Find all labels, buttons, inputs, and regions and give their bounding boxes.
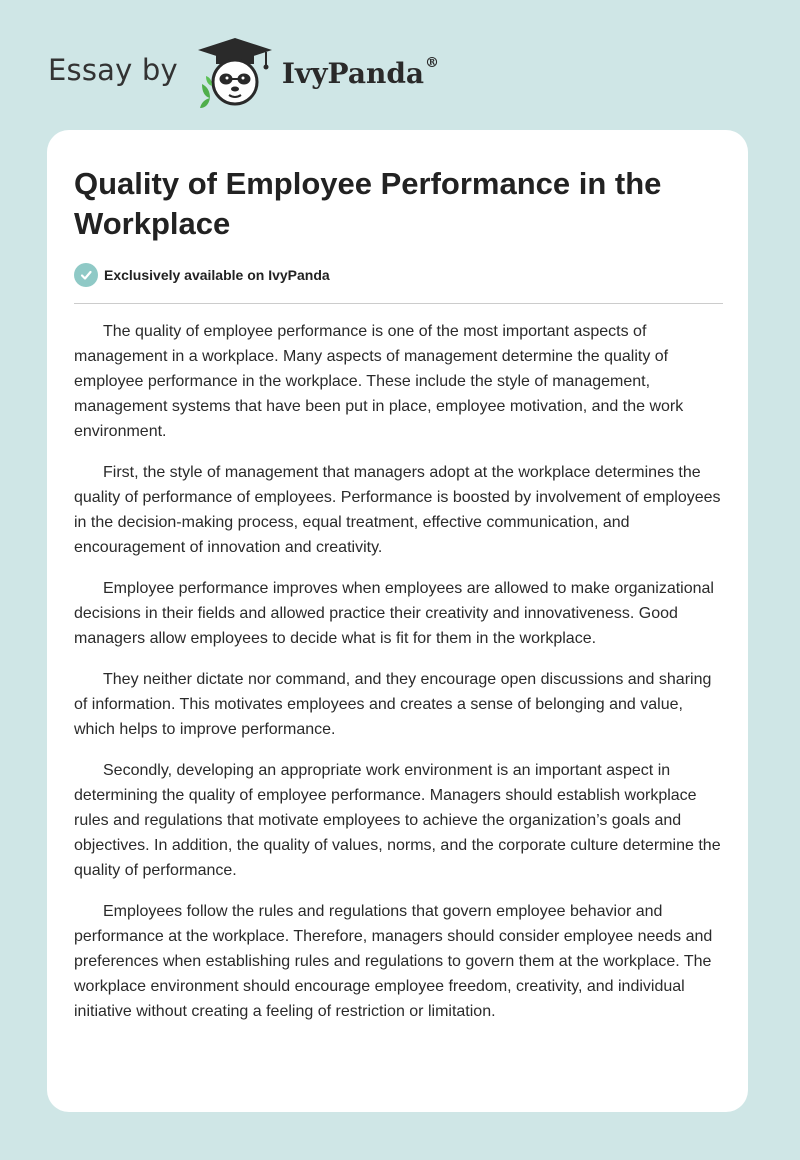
panda-logo-icon[interactable] <box>192 34 278 110</box>
registered-mark: ® <box>425 54 440 71</box>
essay-body <box>74 319 724 1040</box>
paragraph: Secondly, developing an appropriate work environment is an important aspect in determining the quality of employee performance. Managers should establish workplace rules and regulations that motivate employees to achieve the organization’s goals and objectives. In addition, the quality of values, norms, and the corporate culture determine the quality of performance. <box>74 762 721 879</box>
exclusive-label: Exclusively available on IvyPanda <box>104 267 330 283</box>
paragraph: The quality of employee performance is one of the most important aspects of management in a workplace. Many aspects of management determine the quality of employee performance in the workplace. These include the style of management, management systems that have been put in place, employee motivation, and the work environment. <box>74 323 684 440</box>
paragraph: Employees follow the rules and regulations that govern employee behavior and performance at the workplace. Therefore, managers should consider employee needs and preferences when establishing rules and regulations to govern them at the workplace. The workplace environment should encourage employee freedom, creativity, and individual initiative without creating a feeling of restriction or limitation. <box>74 903 713 1020</box>
paragraph: Employee performance improves when employees are allowed to make organizational decisions in their fields and allowed practice their creativity and innovativeness. Good managers allow employees to decide what is fit for them in the workplace. <box>74 580 714 647</box>
site-header <box>48 34 439 110</box>
essay-card <box>47 130 748 1112</box>
checkmark-icon <box>74 263 98 287</box>
page-title: Quality of Employee Performance in the Workplace <box>74 166 662 241</box>
brand-name[interactable]: IvyPanda® <box>281 54 440 90</box>
essay-by-label: Essay by <box>48 53 178 87</box>
paragraph: They neither dictate nor command, and they encourage open discussions and sharing of information. This motivates employees and creates a sense of belonging and value, which helps to improve performance. <box>74 671 712 738</box>
paragraph: First, the style of management that managers adopt at the workplace determines the quality of performance of employees. Performance is boosted by involvement of employees in the decision-making process, equal treatment, effective communication, and encouragement of innovation and creativity. <box>74 464 721 556</box>
divider <box>74 303 723 304</box>
exclusive-badge <box>74 263 330 287</box>
